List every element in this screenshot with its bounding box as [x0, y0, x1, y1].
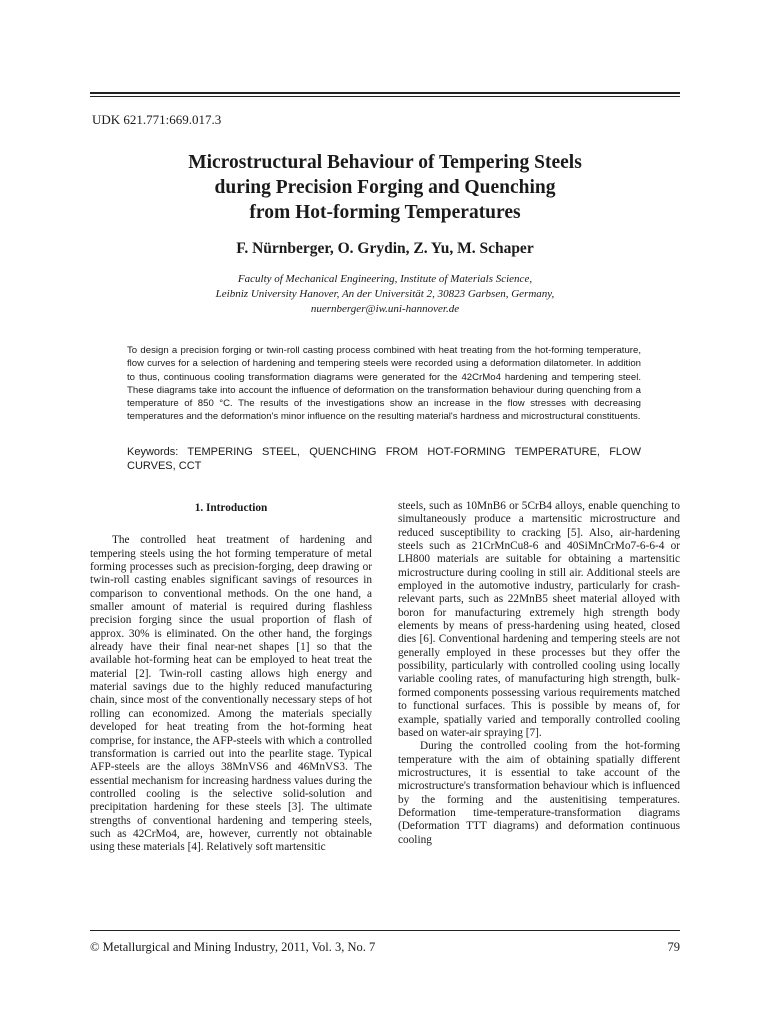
affiliation-line: Leibniz University Hanover, An der Universität 2, 30823 Garbsen, Germany, — [215, 288, 555, 300]
header-rule-thin — [90, 96, 680, 97]
affiliation — [90, 272, 680, 317]
right-column — [398, 500, 680, 847]
title-line: Microstructural Behaviour of Tempering Steels — [188, 152, 582, 173]
left-column — [90, 500, 372, 855]
journal-citation: © Metallurgical and Mining Industry, 2011, Vol. 3, No. 7 — [90, 940, 376, 954]
title-line: during Precision Forging and Quenching — [214, 177, 556, 198]
authors: F. Nürnberger, O. Grydin, Z. Yu, M. Schaper — [236, 240, 534, 257]
body-paragraph: The controlled heat treatment of hardening and tempering steels using the hot forming temperature of metal forming processes such as precision-forging, deep drawing or twin-roll casting enables significant savings of resources in comparison to conventional methods. On the one hand, a smaller amount of material is required during flashless precision forging since the usual proportion of flash of approx. 30% is eliminated. On the other hand, the forgings already have their final near-net shapes [1] so that the available hot-forming heat can be employed to heat treat the material [2]. Twin-roll casting allows high energy and material savings due to the highly reduced manufacturing chain, since most of the conventionally necessary steps of hot rolling can economized. Among the materials specially developed for heat treating from the hot-forming heat comprise, for instance, the AFP-steels with which a controlled transformation is carried out into the pearlite stage. Typical AFP-steels are the alloys 38MnVS6 and 46MnVS3. The essential mechanism for increasing hardness values during the controlled cooling is the selective solid-solution and precipitation hardening for these steels [3]. The ultimate strengths of conventional hardening and tempering steels, such as 42CrMo4, are, however, currently not obtainable using these materials [4]. Relatively soft martensitic — [90, 534, 372, 854]
paper-title — [90, 150, 680, 225]
footer-rule — [90, 930, 680, 931]
body-paragraph: During the controlled cooling from the hot-forming temperature with the aim of obtaining spatially different microstructures, it is essential to take account of the microstructure's transformation behaviour which is influenced by the forming and the austenitising temperatures. Deformation time-temperature-transformation diagrams (Deformation TTT diagrams) and deformation continuous cooling — [398, 740, 680, 846]
header-rule — [90, 92, 680, 94]
title-line: from Hot-forming Temperatures — [249, 202, 521, 223]
abstract: To design a precision forging or twin-roll casting process combined with heat treating from the hot-forming temperature, flow curves for a selection of hardening and tempering steels were recorded using a deformation dilatometer. In addition to thus, continuous cooling transformation diagrams were generated for the 42CrMo4 hardening and tempering steel. These diagrams take into account the influence of deformation on the transformation behaviour during quenching from a temperature of 850 °C. The results of the investigations show an increase in the flow stresses with decreasing temperatures and the deformation's minor influence on the resulting material's hardness and microstructural constituents. — [127, 345, 641, 423]
section-heading: 1. Introduction — [194, 502, 268, 514]
author-email: nuernberger@iw.uni-hannover.de — [310, 303, 460, 315]
affiliation-line: Faculty of Mechanical Engineering, Institute of Materials Science, — [237, 273, 533, 285]
body-paragraph: steels, such as 10MnB6 or 5CrB4 alloys, enable quenching to simultaneously produce a martensitic microstructure and reduced susceptibility to cracking [5]. Also, air-hardening steels such as 21CrMnCu8-6 and 40SiMnCrMo7-6-6-4 or LH800 materials are suitable for obtaining a martensitic microstructure during cooling in still air. Additional steels are employed in the automotive industry, particularly for crash-relevant parts, such as 22MnB5 sheet material alloyed with boron for manufacturing extremely high strength body elements by means of press-hardening using heated, closed dies [6]. Conventional hardening and tempering steels are not generally employed in these processes but they offer the possibility, particularly with controlled cooling using locally variable cooling rates, of manufacturing high strength, bulk-formed components possessing various requirements matched to functional surfaces. This is possible by means of, for example, spatially varied and temporally controlled cooling based on water-air spraying [7]. — [398, 500, 680, 739]
keywords: Keywords: TEMPERING STEEL, QUENCHING FROM HOT-FORMING TEMPERATURE, FLOW CURVES, CCT — [127, 446, 641, 472]
udk-code: UDK 621.771:669.017.3 — [92, 112, 222, 127]
page-number: 79 — [667, 940, 680, 954]
